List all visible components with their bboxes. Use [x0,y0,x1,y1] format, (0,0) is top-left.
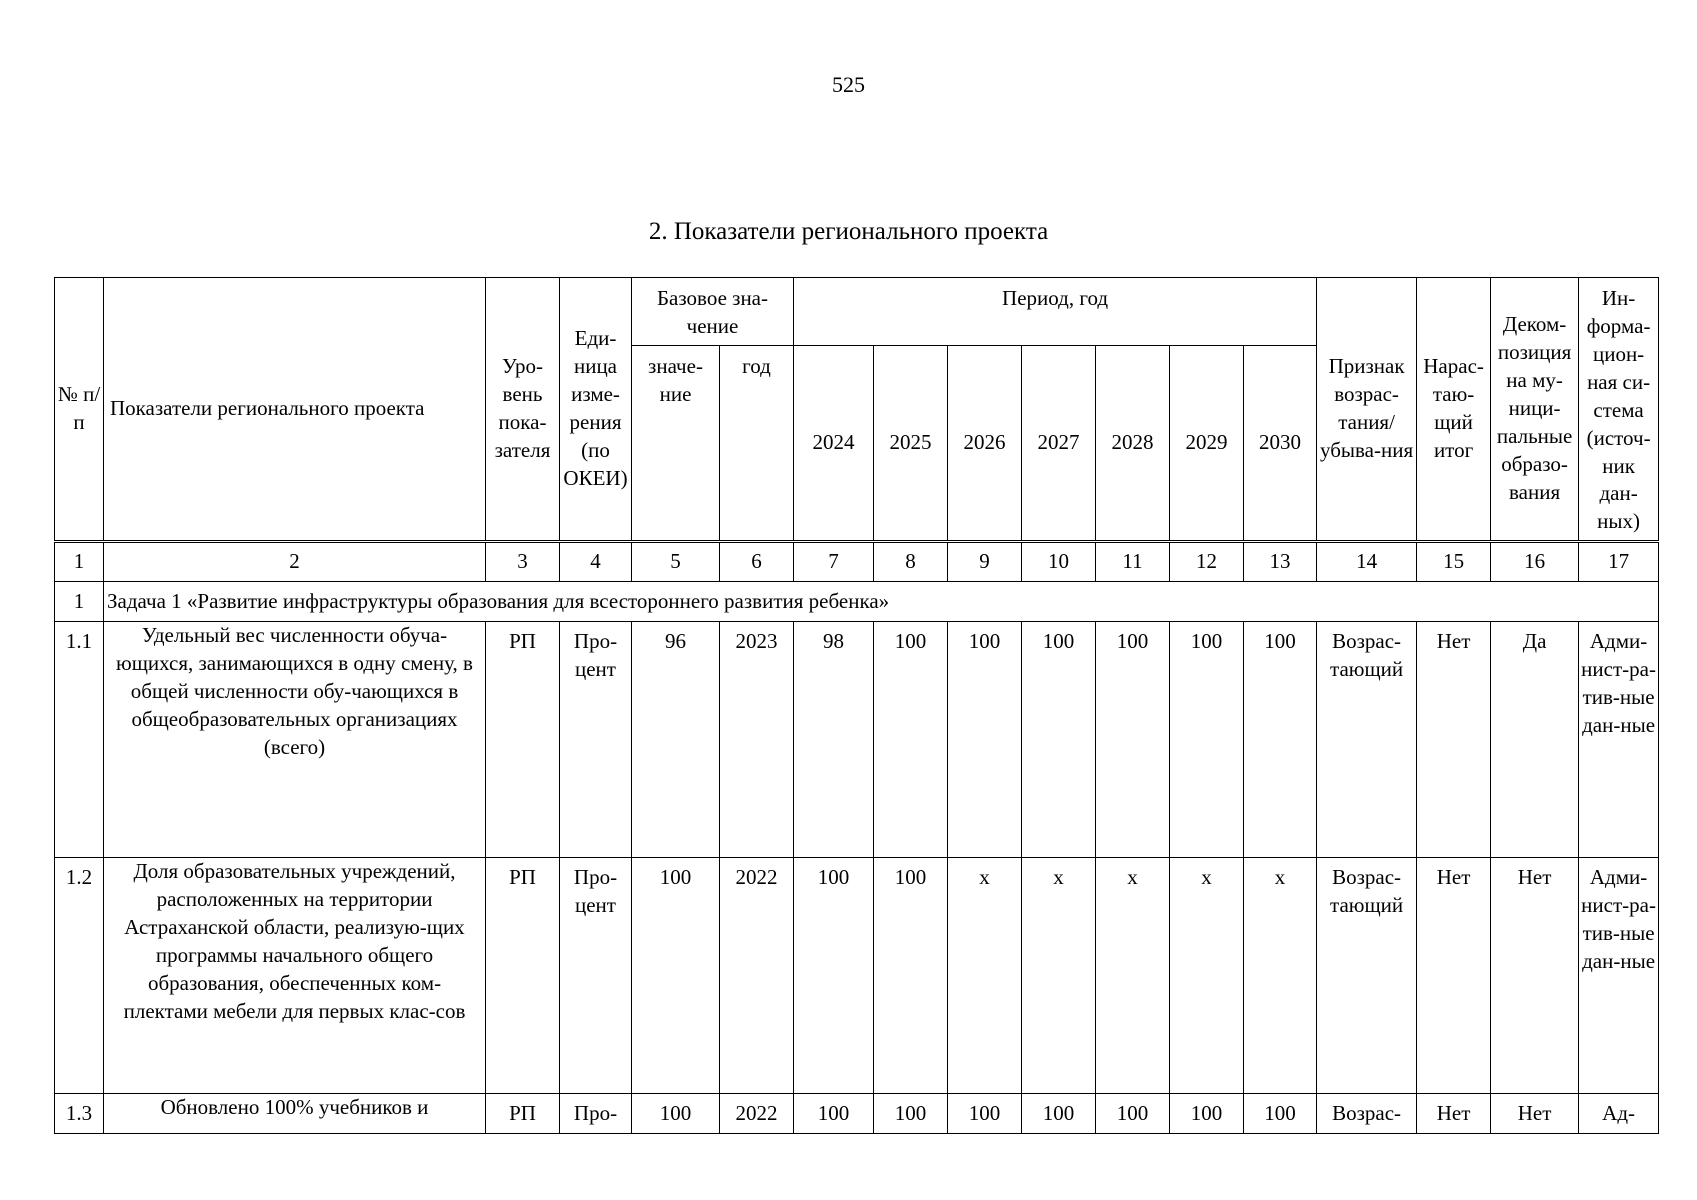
row-trend: Возрас-тающий [1317,622,1417,858]
row-value: х [948,858,1022,1094]
row-cumulative: Нет [1417,1094,1491,1134]
row-info-system: Адми-нист-ра-тив-ные дан-ные [1579,858,1659,1094]
row-value: 100 [1170,1094,1244,1134]
row-level: РП [486,1094,560,1134]
row-base-value: 100 [632,1094,720,1134]
row-base-year: 2022 [720,1094,794,1134]
row-value: 100 [874,1094,948,1134]
row-value: 100 [1244,622,1317,858]
row-trend: Возрас- [1317,1094,1417,1134]
row-level: РП [486,622,560,858]
row-value: 100 [1096,1094,1170,1134]
row-value: 100 [1170,622,1244,858]
column-number: 9 [948,542,1022,582]
column-number: 17 [1579,542,1659,582]
row-value: 100 [874,622,948,858]
column-number-row [55,542,1659,582]
header-trend: Признак возрас-тания/ убыва-ния [1317,278,1417,542]
row-info-system: Адми-нист-ра-тив-ные дан-ные [1579,622,1659,858]
task-title: Задача 1 «Развитие инфраструктуры образования для всестороннего развития ребенка» [104,582,1659,622]
row-indicator: Удельный вес численности обуча-ющихся, занимающихся в одну смену, в общей численности обу-чающихся в общеобразовательных организациях (всего) [104,622,486,858]
row-value: 100 [1022,622,1096,858]
header-year: 2024 [794,346,874,542]
row-value: 100 [874,858,948,1094]
row-indicator: Обновлено 100% учебников и [104,1094,486,1134]
row-value: 98 [794,622,874,858]
row-decomposition: Да [1491,622,1579,858]
header-year: 2030 [1244,346,1317,542]
header-row-1 [55,278,1659,346]
row-value: х [1096,858,1170,1094]
row-cumulative: Нет [1417,858,1491,1094]
row-unit: Про- [560,1094,632,1134]
column-number: 3 [486,542,560,582]
row-indicator: Доля образовательных учреждений, расположенных на территории Астраханской области, реализую-щих программы начального общего образования, обеспеченных ком-плектами мебели для первых клас-сов [104,858,486,1094]
row-value: 100 [948,1094,1022,1134]
header-period: Период, год [794,278,1317,346]
row-value: х [1244,858,1317,1094]
column-number: 2 [104,542,486,582]
header-num: № п/п [55,278,104,542]
column-number: 1 [55,542,104,582]
page-number: 525 [832,72,865,97]
header-unit: Еди-ница изме-рения (по ОКЕИ) [560,278,632,542]
header-level: Уро-вень пока-зателя [486,278,560,542]
row-decomposition: Нет [1491,1094,1579,1134]
row-num: 1.2 [55,858,104,1094]
row-value: х [1022,858,1096,1094]
table-row [55,858,1659,1094]
column-number: 10 [1022,542,1096,582]
indicators-table [54,277,1659,1134]
column-number: 11 [1096,542,1170,582]
row-value: х [1170,858,1244,1094]
header-year: 2029 [1170,346,1244,542]
header-base-value: значе-ние [632,346,720,542]
column-number: 15 [1417,542,1491,582]
header-year: 2027 [1022,346,1096,542]
row-level: РП [486,858,560,1094]
row-decomposition: Нет [1491,858,1579,1094]
header-year: 2026 [948,346,1022,542]
column-number: 16 [1491,542,1579,582]
header-indicator: Показатели регионального проекта [104,278,486,542]
column-number: 13 [1244,542,1317,582]
row-base-value: 100 [632,858,720,1094]
row-cumulative: Нет [1417,622,1491,858]
section-title: 2. Показатели регионального проекта [648,218,1049,245]
row-value: 100 [794,858,874,1094]
row-num: 1.1 [55,622,104,858]
row-base-year: 2022 [720,858,794,1094]
row-value: 100 [794,1094,874,1134]
header-year: 2028 [1096,346,1170,542]
column-number: 7 [794,542,874,582]
header-info-system: Ин-форма-цион-ная си-стема (источ-ник дан-ных) [1579,278,1659,542]
row-num: 1.3 [55,1094,104,1134]
task-row [55,582,1659,622]
column-number: 12 [1170,542,1244,582]
row-value: 100 [1096,622,1170,858]
header-decomposition: Деком-позиция на му-ници-пальные образо-вания [1491,278,1579,542]
header-base-year: год [720,346,794,542]
row-value: 100 [1022,1094,1096,1134]
table-row [55,1094,1659,1134]
row-value: 100 [948,622,1022,858]
row-info-system: Ад- [1579,1094,1659,1134]
row-unit: Про-цент [560,622,632,858]
column-number: 5 [632,542,720,582]
task-num: 1 [55,582,104,622]
row-trend: Возрас-тающий [1317,858,1417,1094]
column-number: 4 [560,542,632,582]
column-number: 6 [720,542,794,582]
table-row [55,622,1659,858]
row-base-year: 2023 [720,622,794,858]
column-number: 14 [1317,542,1417,582]
header-base: Базовое зна-чение [632,278,794,346]
header-year: 2025 [874,346,948,542]
column-number: 8 [874,542,948,582]
header-cumulative: Нарас-таю-щий итог [1417,278,1491,542]
row-unit: Про-цент [560,858,632,1094]
row-base-value: 96 [632,622,720,858]
row-value: 100 [1244,1094,1317,1134]
